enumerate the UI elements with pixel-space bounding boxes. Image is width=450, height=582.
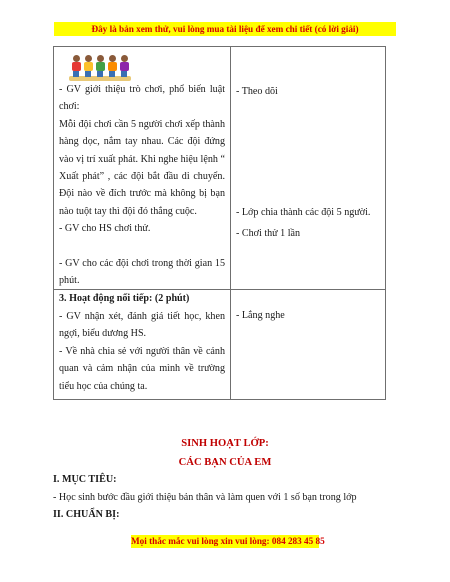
rule-intro: - GV giới thiệu trò chơi, phổ biến luật chơi:: [59, 84, 225, 113]
student-watch: - Theo dõi: [236, 86, 278, 97]
preparation-heading: II. CHUẨN BỊ:: [53, 509, 120, 520]
trial-play-step: - GV cho HS chơi thử.: [59, 223, 151, 235]
contact-banner: Mọi thắc mắc vui lòng xin vui lòng: 084 283 45 85: [131, 536, 325, 546]
play-time-step: - GV cho các đội chơi trong thời gian 15 phút.: [59, 257, 225, 287]
lesson-table: [53, 46, 386, 400]
children-running-illustration: [69, 47, 225, 81]
followup-heading: 3. Hoạt động nối tiếp: (2 phút): [59, 293, 190, 305]
followup-student-cell: [231, 290, 386, 399]
rule-detail: Mỗi đội chơi cần 5 người chơi xếp thành hàng dọc, nắm tay nhau. Các đội đứng vào vị trí xuất phát. Khi nghe hiệu lệnh “ Xuất phát” , các đội bắt đầu di chuyển. Đội nào về đích trước mà không bị bạn nào tuột tay thì đội đó thắng cuộc.: [59, 118, 225, 217]
section-subtitle: CÁC BẠN CỦA EM: [178, 457, 272, 468]
home-sharing-task: - Về nhà chia sẻ với người thân về cảnh quan và cảm nhận của mình về trường tiểu học của chúng ta.: [59, 345, 225, 392]
objectives-heading: I. MỤC TIÊU:: [53, 474, 117, 485]
table-row-game: [54, 47, 386, 290]
teacher-activity-cell: [54, 47, 231, 290]
teacher-review: - GV nhận xét, đánh giá tiết học, khen ngợi, biểu dương HS.: [59, 310, 225, 340]
section-title: SINH HOẠT LỚP:: [181, 438, 269, 449]
student-trial: - Chơi thử 1 lần: [236, 227, 301, 239]
objective-line: - Học sinh bước đầu giới thiệu bản thân và làm quen với 1 số bạn trong lớp: [53, 492, 357, 503]
student-split-teams: - Lớp chia thành các đội 5 người.: [236, 207, 371, 219]
followup-teacher-cell: [54, 290, 231, 399]
preview-banner: Đây là bản xem thử, vui lòng mua tài liệu để xem chi tiết (có lời giải): [54, 22, 396, 36]
student-listen: - Lắng nghe: [236, 310, 285, 322]
table-row-followup: [54, 290, 386, 399]
student-activity-cell: [231, 47, 386, 290]
